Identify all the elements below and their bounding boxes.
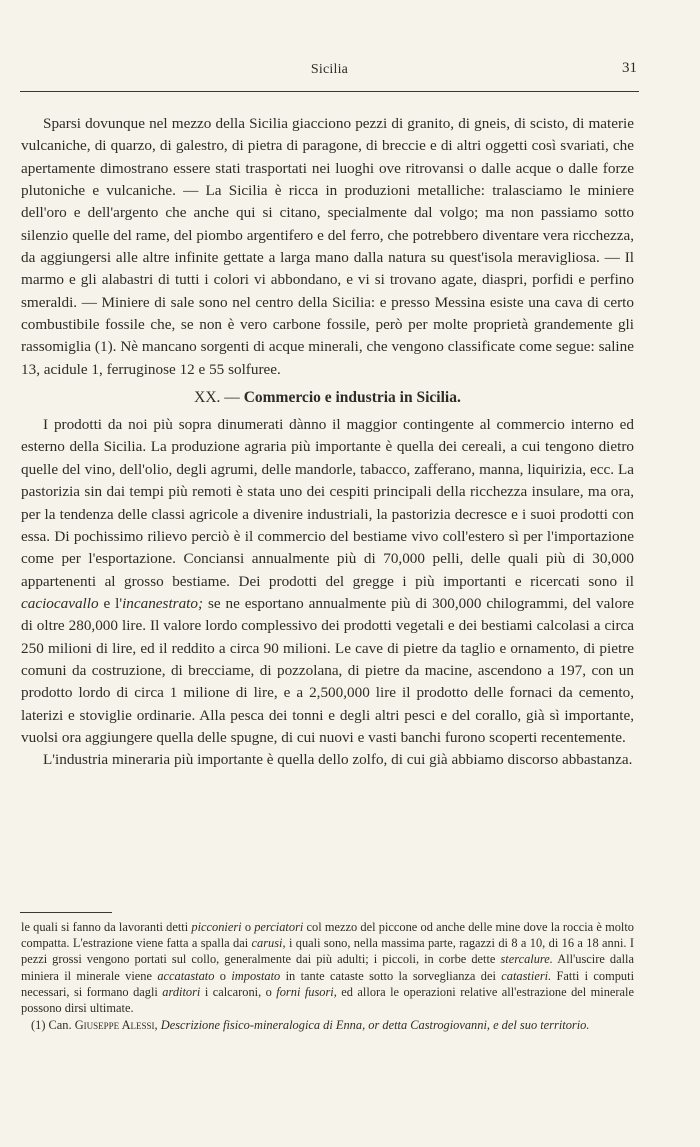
paragraph-commerce	[21, 414, 634, 749]
fn-text: col mezzo del piccone od anche delle mine dove la roccia è molto compatta. L'estrazione viene fatta a spalla dai	[21, 920, 634, 951]
footnotes	[21, 919, 634, 1033]
main-text	[21, 113, 634, 772]
footnote-rule	[20, 912, 112, 913]
footnote-work-title: Descrizione fisico-mineralogica di Enna, or detta Castrogiovanni, e del suo territorio.	[160, 1018, 590, 1033]
fn-text: o	[241, 920, 255, 934]
paragraph-commerce-text-3: se ne esportano annualmente più di 300,000 chilogrammi, del valore di oltre 280,000 lire. Il valore lordo complessivo dei prodotti vegetali e dei bestiami calcolasi a circa 250 milioni di lire, ed il reddito a circa 90 milioni. Le cave di pietre da taglio e ornamento, di pietre comuni da costruzione, di brecciame, di pozzolana, di pietre da macine, ascendono a 197, con un prodotto lordo di circa 1 milione di lire, e a 2,500,000 lire il prodotto delle fornaci da cemento, laterizi e stoviglie ordinarie. Alla pesca dei tonni e degli altri pesci e del corallo, già sì importante, vuolsi ora aggiungere quella delle spugne, di cui nuovi e vasti banchi furono scoperti recentemente.	[21, 594, 634, 746]
page-number: 31	[622, 60, 637, 76]
fn-term: stercalure.	[500, 952, 553, 967]
running-title: Sicilia	[310, 62, 349, 77]
section-heading	[21, 385, 634, 411]
fn-text: ed allora le operazioni relative all'estrazione del minerale possono dirsi ultimate.	[21, 984, 634, 1016]
fn-text: i quali sono, nella massima parte, ragazzi di 8 a 10, di 16 a 18 anni. I pezzi grossi vengono portati sul collo, generalmente dai più adulti; i piccoli, in corbe dette	[21, 936, 634, 967]
running-header	[22, 62, 637, 84]
header-rule	[20, 91, 639, 92]
fn-term: perciatori	[254, 920, 304, 934]
section-title: Commercio e industria in Sicilia.	[243, 389, 461, 407]
paragraph-minerals: Sparsi dovunque nel mezzo della Sicilia giacciono pezzi di granito, di gneis, di scisto, di materie vulcaniche, di quarzo, di galestro, di pietra di paragone, di breccie e di altri oggetti così svariati, che apertamente dimostrano essere stati trasportati nei luoghi ove ritrovansi o dalle acque o dalle forze plutoniche e vulcaniche. — La Sicilia è ricca in produzioni metalliche: tralasciamo le miniere dell'oro e dell'argento che anche qui si citano, specialmente dal volgo; ma non passiamo sotto silenzio quelle del rame, del piombo argentifero e del ferro, che potrebbero diventare vera ricchezza, da aggiungersi alle altre infinite gettate a larga mano dalla natura su quest'isola meravigliosa. — Il marmo e gli alabastri di tutti i colori vi abbondano, e vi si trovano agate, diaspri, porfidi e perfino smeraldi. — Miniere di sale sono nel centro della Sicilia: e presso Messina esiste una cava di certo combustibile fossile che, se non è vero carbone fossile, però per molte proprietà grandemente gli rassomiglia (1). Nè mancano sorgenti di acque minerali, che vengono classificate come segue: saline 13, acidule 1, ferruginose 12 e 55 solfuree.	[21, 115, 634, 378]
fn-text: Fatti i computi necessari, si formano dagli	[21, 968, 635, 999]
fn-term: carusi,	[251, 936, 286, 951]
fn-term: picconieri	[191, 920, 242, 934]
fn-text: i calcaroni, o	[200, 984, 277, 999]
fn-text: All'uscire dalla miniera il minerale viene	[21, 952, 634, 983]
footnote-1	[21, 1017, 634, 1033]
paragraph-sulphur: L'industria mineraria più importante è quella dello zolfo, di cui già abbiamo discorso abbastanza.	[43, 751, 633, 769]
footnote-continuation	[21, 919, 634, 1016]
fn-term: arditori	[162, 984, 201, 999]
footnote-marker: (1) Can.	[31, 1018, 72, 1033]
fn-text: o	[214, 968, 232, 983]
term-caciocavallo: caciocavallo	[21, 594, 99, 612]
fn-text: in tante cataste sotto la sorveglianza dei	[280, 968, 502, 983]
fn-term: catastieri.	[501, 968, 552, 983]
paragraph-commerce-text-1: I prodotti da noi più sopra dinumerati dànno il maggior contingente al commercio interno ed esterno della Sicilia. La produzione agraria più importante è quella dei cereali, a cui tengono dietro quelle del vino, dell'olio, degli agrumi, delle mandorle, tabacco, zafferano, manna, liquirizia, ecc. La pastorizia sin dai tempi più remoti è stata uno dei cespiti principali della ricchezza insulare, ma ora, per la tendenza delle classi agricole a divenire industriali, la pastorizia decresce e i suoi prodotti con essa. Di pochissimo rilievo perciò è il commercio del bestiame vivo coll'estero sì per l'importazione come per l'esportazione. Conciansi annualmente più di 70,000 pelli, delle quali più di 30,000 appartenenti al grosso bestiame. Dei prodotti del gregge i più importanti e ricercati sono il	[21, 416, 634, 590]
paragraph-commerce-text-2: e l'	[98, 594, 123, 612]
fn-term: impostato	[231, 968, 281, 983]
fn-term: forni fusori,	[276, 984, 337, 999]
footnote-author: Giuseppe Alessi,	[74, 1018, 158, 1033]
section-number: XX. —	[194, 389, 240, 407]
term-incanestrato: incanestrato;	[122, 594, 204, 612]
fn-term: accatastato	[157, 968, 215, 983]
fn-text: le quali si fanno da lavoranti detti	[21, 920, 192, 934]
